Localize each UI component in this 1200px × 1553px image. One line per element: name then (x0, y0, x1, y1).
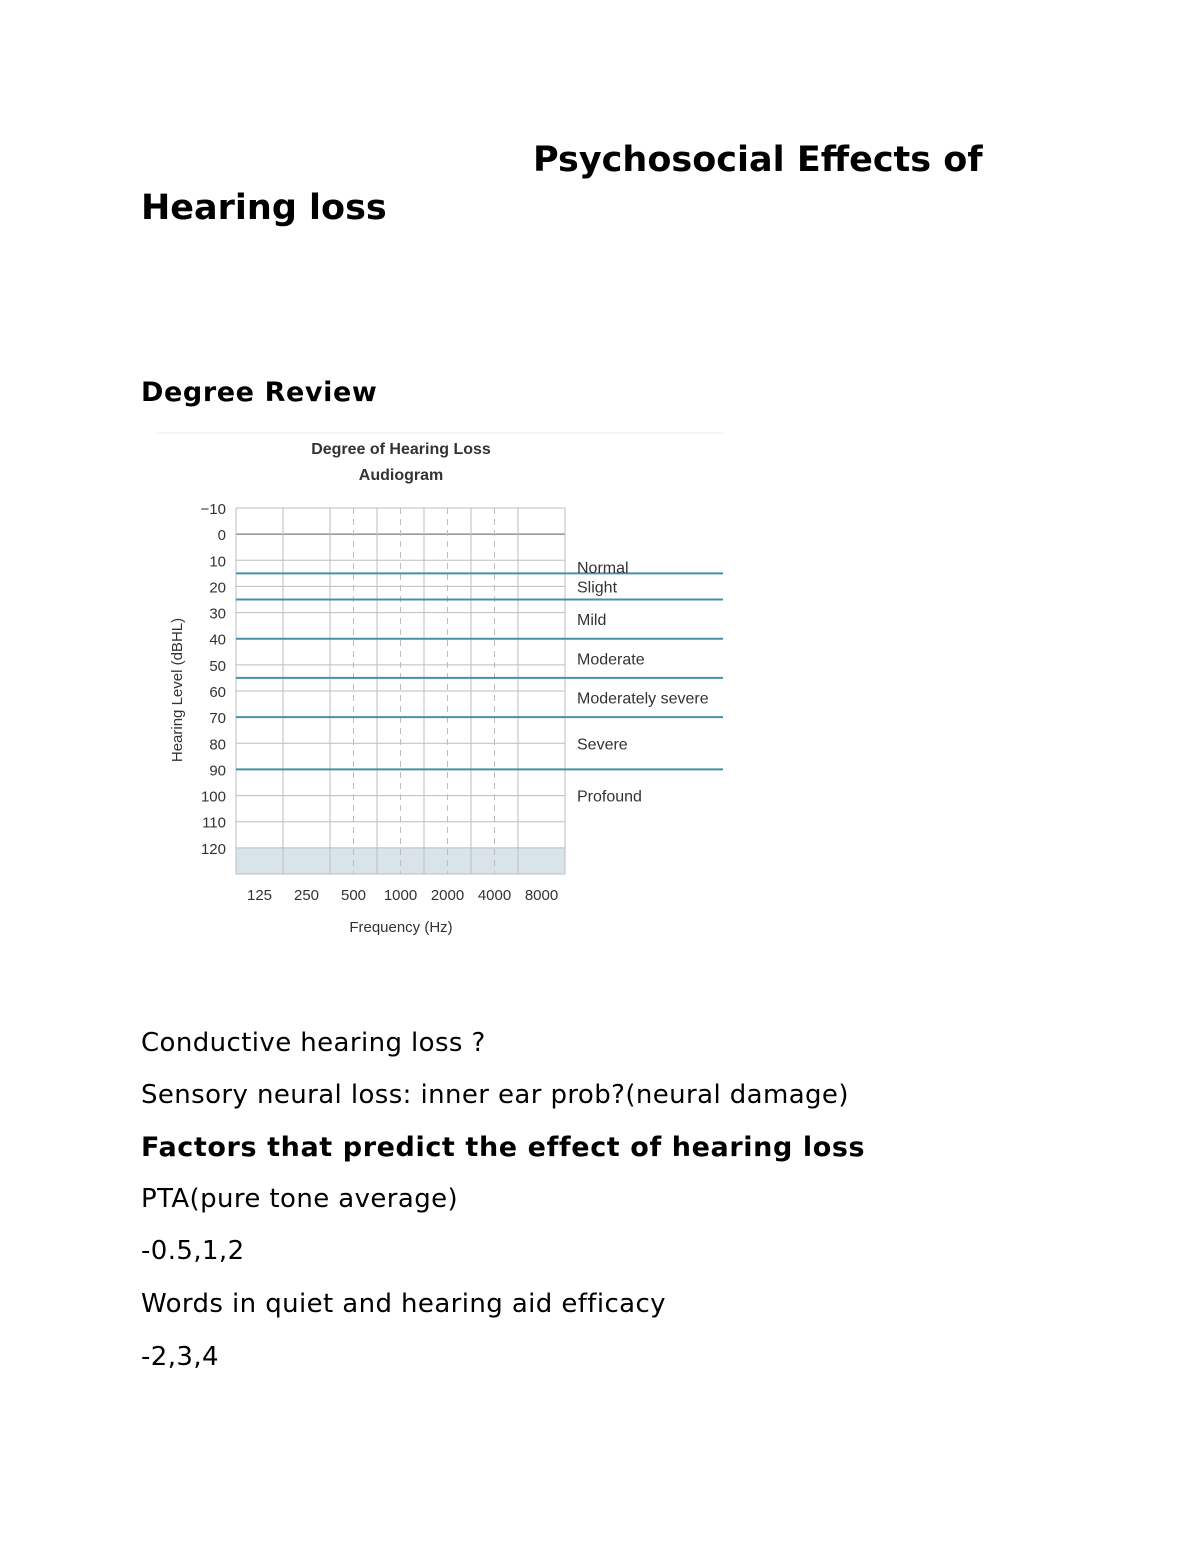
x-tick-label: 4000 (477, 887, 512, 904)
list-item-pta-frequencies: -0.5,1,2 (141, 1236, 245, 1266)
y-tick-label: 0 (217, 527, 226, 545)
list-item-words-frequencies: -2,3,4 (141, 1342, 219, 1372)
degree-label: Moderately severe (577, 690, 709, 708)
list-item-words-in-quiet: Words in quiet and hearing aid efficacy (141, 1289, 666, 1319)
y-tick-label: 100 (200, 788, 226, 806)
y-tick-label: 50 (209, 657, 226, 675)
chart-subtitle: Audiogram (358, 467, 444, 484)
y-tick-label: −10 (200, 501, 226, 518)
factors-heading: Factors that predict the effect of hearing loss (141, 1132, 866, 1163)
audiogram-figure (155, 430, 730, 950)
y-tick-label: 80 (209, 736, 226, 754)
x-tick-label: 1000 (383, 887, 418, 904)
y-tick-label: 40 (209, 631, 226, 649)
paragraph-conductive: Conductive hearing loss ? (141, 1028, 486, 1058)
degree-label: Severe (577, 736, 628, 754)
page-title-line-1: Psychosocial Effects of (533, 140, 983, 180)
paragraph-sensory-neural: Sensory neural loss: inner ear prob?(neural damage) (141, 1080, 849, 1110)
degree-label: Normal (577, 559, 629, 577)
degree-label: Slight (577, 579, 618, 597)
y-tick-label: 30 (209, 605, 226, 623)
y-tick-label: 60 (209, 684, 226, 701)
degree-label: Profound (577, 788, 642, 806)
y-tick-label: 90 (209, 762, 226, 780)
y-tick-label: 20 (209, 579, 226, 597)
chart-title: Degree of Hearing Loss (311, 441, 491, 458)
y-axis-label: Hearing Level (dBHL) (169, 617, 186, 763)
audiogram-chart (155, 430, 730, 950)
x-tick-label: 500 (340, 887, 367, 904)
y-tick-label: 110 (202, 814, 226, 832)
x-tick-label: 8000 (524, 887, 559, 904)
y-tick-label: 10 (209, 553, 226, 571)
degree-label: Moderate (577, 651, 645, 669)
degree-label: Mild (577, 612, 607, 630)
y-tick-label: 120 (200, 840, 226, 858)
x-tick-label: 125 (246, 887, 273, 904)
x-tick-label: 250 (293, 887, 320, 904)
y-tick-label: 70 (209, 710, 226, 728)
x-tick-label: 2000 (430, 887, 465, 904)
section-heading-degree-review: Degree Review (141, 377, 378, 408)
page-title-line-2: Hearing loss (141, 188, 387, 228)
list-item-pta: PTA(pure tone average) (141, 1184, 459, 1214)
x-axis-label: Frequency (Hz) (349, 919, 453, 936)
